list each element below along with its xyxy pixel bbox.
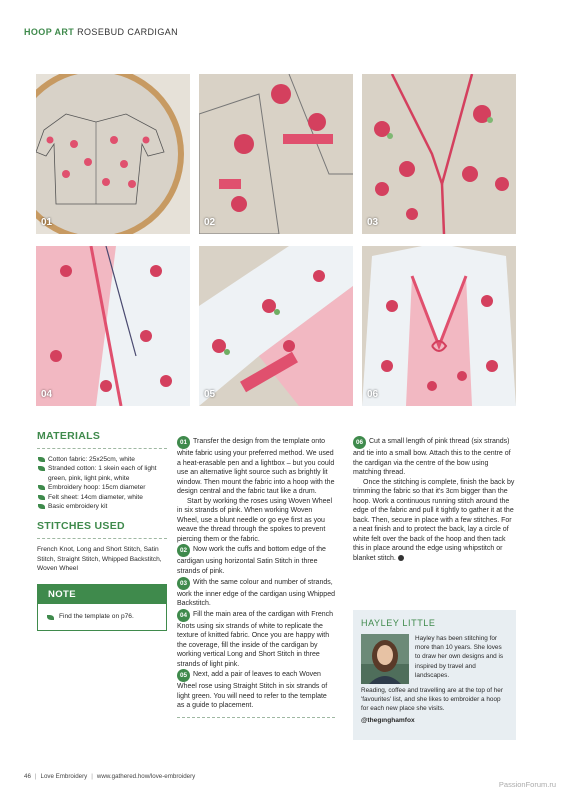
step-number: 03 <box>367 217 379 228</box>
note-body <box>38 604 166 630</box>
separator: | <box>34 773 37 780</box>
step-photo-04 <box>36 246 190 406</box>
separator: | <box>91 773 93 780</box>
section-label: HOOP ART <box>24 27 75 37</box>
divider <box>37 538 167 539</box>
designer-bio <box>353 610 516 740</box>
instructions-column-1 <box>177 436 335 724</box>
step-photo-05 <box>199 246 353 406</box>
step-badge: 02 <box>177 544 190 557</box>
step-paragraph: Once the stitching is complete, finish the back by trimming the fabric so that it's 3cm bigger than the hoop. Work a continuous running stitch around the edge of the fabric and pull it tightly to gather it at the back. Then, secure in place with a few stitches. For a neat finish and to protect the back, lay a circle of white felt over the back of the hoop and then tack this in place around the edge using whipstitch or blanket stitch. <box>353 478 515 563</box>
website-link[interactable]: www.gathered.how/love-embroidery <box>96 773 196 780</box>
step-photo-06 <box>362 246 516 406</box>
article-title: ROSEBUD CARDIGAN <box>77 27 179 37</box>
page-header <box>24 27 178 37</box>
end-mark-icon <box>398 555 404 561</box>
note-text: Find the template on p76. <box>59 612 134 620</box>
avatar <box>361 634 409 684</box>
leaf-bullet-icon <box>38 504 45 509</box>
divider <box>37 448 167 449</box>
divider <box>177 717 335 718</box>
materials-list <box>37 455 167 511</box>
leaf-bullet-icon <box>47 615 54 620</box>
step-number: 06 <box>367 389 379 400</box>
leaf-bullet-icon <box>38 495 45 500</box>
stitches-heading: STITCHES USED <box>37 520 125 533</box>
step-badge: 05 <box>177 669 190 682</box>
step-photo-01 <box>36 74 190 234</box>
leaf-bullet-icon <box>38 457 45 462</box>
watermark: PassionForum.ru <box>498 780 556 789</box>
step-paragraph: 04 Fill the main area of the cardigan with French Knots using six strands of white to replicate the texture of knitted fabric. Once you are happy with the coverage, fill the inside of the cardigan by working vertical Long and Short Stitch in three strands of light pink. <box>177 610 334 668</box>
magazine-name: Love Embroidery <box>40 773 88 780</box>
list-item: Embroidery hoop: 15cm diameter <box>37 483 167 492</box>
step-number: 02 <box>204 217 216 228</box>
step-photo-02 <box>199 74 353 234</box>
step-badge: 01 <box>177 436 190 449</box>
instructions-column-2 <box>353 436 516 564</box>
note-box <box>37 584 167 631</box>
step-badge: 03 <box>177 577 190 590</box>
list-item: Felt sheet: 14cm diameter, white <box>37 493 167 502</box>
social-handle: @thegınghamfox <box>361 716 415 724</box>
step-number: 05 <box>204 389 216 400</box>
page-number: 46 <box>24 773 31 780</box>
step-badge: 06 <box>353 436 366 449</box>
leaf-bullet-icon <box>38 485 45 490</box>
bio-text: Hayley has been stitching for more than 10 years. She loves to draw her own designs and is inspired by travel and landscapes. <box>415 635 504 679</box>
step-number: 01 <box>41 217 53 228</box>
list-item: Basic embroidery kit <box>37 502 167 511</box>
step-paragraph: 01 Transfer the design from the template onto white fabric using your preferred method. We used a heat-erasable pen and a lightbox – but you could use an alternative light source such as brightly lit window. Then mount the fabric into a hoop with the design central and the fabric taut like a drum. <box>177 438 335 496</box>
step-badge: 04 <box>177 609 190 622</box>
step-paragraph: 06 Cut a small length of pink thread (six strands) and tie into a small bow. Attach this to the centre of the cardigan via the centre of the bow using matching thread. <box>353 438 511 477</box>
list-item: Cotton fabric: 25x25cm, white <box>37 455 167 464</box>
designer-name: HAYLEY LITTLE <box>361 618 436 628</box>
step-photo-03 <box>362 74 516 234</box>
step-photos-grid <box>36 74 516 406</box>
bio-text-2: Reading, coffee and travelling are at the top of her 'favourites' list, and she likes to embroider a hoop for each new place she visits. <box>361 687 503 713</box>
materials-heading: MATERIALS <box>37 430 101 442</box>
leaf-bullet-icon <box>38 466 45 471</box>
step-paragraph: Start by working the roses using Woven Wheel in six strands of pink. When working Woven Wheel, use a blunt needle or go eye first as you weave the thread through the spokes to prevent piercing them or the fabric. <box>177 497 332 543</box>
step-paragraph: 03 With the same colour and number of strands, work the inner edge of the cardigan using Whipped Backstitch. <box>177 578 335 608</box>
step-paragraph: 05 Next, add a pair of leaves to each Woven Wheel rose using Straight Stitch in six strands of light green. You will need to refer to the template as a guide to placement. <box>177 671 328 710</box>
note-heading: NOTE <box>38 585 166 604</box>
materials-sidebar <box>37 430 167 631</box>
list-item: Stranded cotton: 1 skein each of light green, pink, light pink, white <box>37 464 167 483</box>
step-paragraph: 02 Now work the cuffs and bottom edge of the cardigan using horizontal Satin Stitch in three strands of pink. <box>177 546 326 576</box>
step-number: 04 <box>41 389 53 400</box>
stitches-list: French Knot, Long and Short Stitch, Satin Stitch, Straight Stitch, Whipped Backstitch, Woven Wheel <box>37 546 162 573</box>
page-footer <box>24 773 195 780</box>
